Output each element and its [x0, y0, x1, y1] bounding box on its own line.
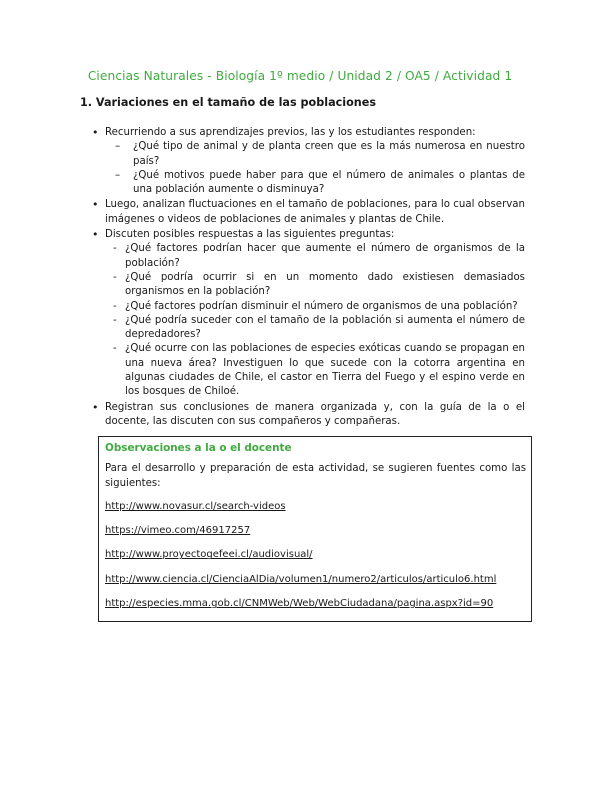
bullet-text: • Luego, analizan fluctuaciones en el tamaño de poblaciones, para lo cual observan imágenes o videos de poblaciones de animales y plantas de Chile.: [105, 199, 525, 225]
sub-question: - ¿Qué ocurre con las poblaciones de especies exóticas cuando se propagan en una nueva área? Investiguen lo que sucede con la cotorra argentina en algunas ciudades de Chile, el castor en Tierra del Fuego y el espino verde en los bosques de Chiloé.: [113, 342, 525, 399]
bullet-item: [92, 126, 525, 197]
activity-bullet-list: [92, 126, 525, 429]
bullet-item: [92, 228, 525, 400]
resource-link-novasur[interactable]: http://www.novasur.cl/search-videos: [105, 500, 286, 512]
sub-question: – ¿Qué tipo de animal y de planta creen que es la más numerosa en nuestro país?: [113, 140, 525, 169]
resource-link-especies-mma[interactable]: http://especies.mma.gob.cl/CNMWeb/Web/WebCiudadana/pagina.aspx?id=90: [105, 598, 494, 610]
sub-question: - ¿Qué factores podrían hacer que aumente el número de organismos de la población?: [113, 242, 525, 271]
resource-link-vimeo[interactable]: https://vimeo.com/46917257: [105, 525, 251, 537]
activity-content: [92, 126, 525, 430]
resource-link-ciencia[interactable]: http://www.ciencia.cl/CienciaAlDia/volumen1/numero2/articulos/articulo6.html: [105, 573, 497, 585]
resource-link-proyectogefeei[interactable]: http://www.proyectogefeei.cl/audiovisual/: [105, 549, 313, 561]
bullet-text: • Registran sus conclusiones de manera organizada y, con la guía de la o el docente, las discuten con sus compañeros y compañeras.: [105, 401, 525, 427]
sub-question: - ¿Qué podría suceder con el tamaño de la población si aumenta el número de depredadores?: [113, 314, 525, 343]
bullet-text: • Discuten posibles respuestas a las siguientes preguntas:: [105, 229, 395, 241]
sub-question: – ¿Qué motivos puede haber para que el número de animales o plantas de una población aumente o disminuya?: [113, 169, 525, 198]
bullet-item: [92, 198, 525, 227]
sub-question-list: [105, 140, 525, 197]
observations-title: Observaciones a la o el docente: [105, 442, 292, 454]
sub-question-list: [105, 242, 525, 399]
sub-question: - ¿Qué factores podrían disminuir el número de organismos de una población?: [113, 300, 525, 314]
teacher-observations-box: [98, 436, 532, 622]
bullet-item: [92, 401, 525, 430]
observations-intro: Para el desarrollo y preparación de esta actividad, se sugieren fuentes como las siguientes:: [105, 463, 526, 489]
bullet-text: • Recurriendo a sus aprendizajes previos, las y los estudiantes responden:: [105, 127, 476, 138]
document-header: Ciencias Naturales - Biología 1º medio / Unidad 2 / OA5 / Actividad 1: [87, 69, 513, 83]
section-title: 1. Variaciones en el tamaño de las poblaciones: [80, 96, 376, 109]
sub-question: - ¿Qué podría ocurrir si en un momento dado existiesen demasiados organismos en la población?: [113, 271, 525, 300]
